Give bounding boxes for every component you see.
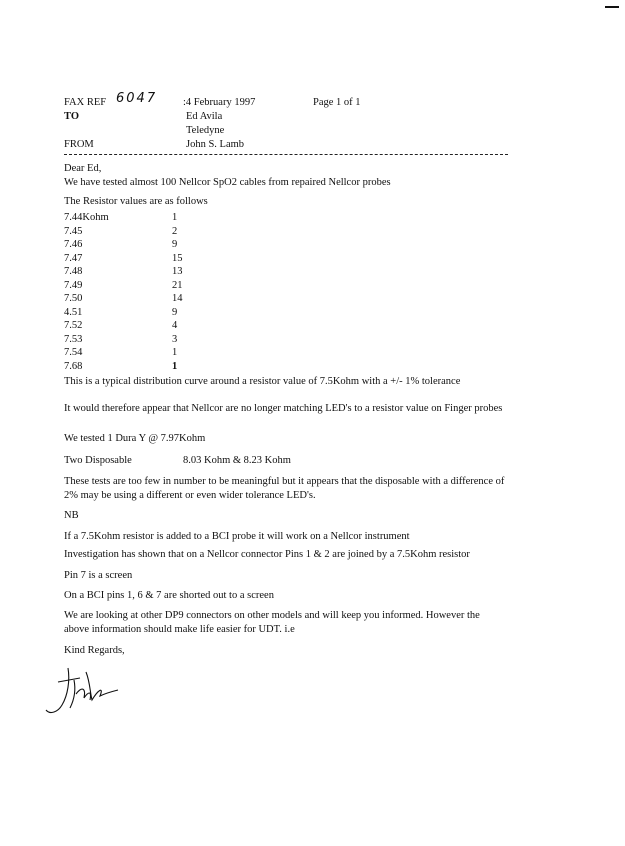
resistor-value: 7.48 — [64, 266, 83, 277]
resistor-value: 7.52 — [64, 320, 83, 331]
tests-text-line1: These tests are too few in number to be meaningful but it appears that the disposable with a difference of — [64, 476, 505, 487]
dura-text: We tested 1 Dura Y @ 7.97Kohm — [64, 433, 206, 444]
intro-text: We have tested almost 100 Nellcor SpO2 cables from repaired Nellcor probes — [64, 177, 391, 188]
header-divider — [64, 154, 508, 155]
to-company: Teledyne — [186, 125, 225, 136]
investigation-text: Investigation has shown that on a Nellcor connector Pins 1 & 2 are joined by a 7.5Kohm resistor — [64, 549, 470, 560]
distribution-text: This is a typical distribution curve around a resistor value of 7.5Kohm with a +/- 1% tolerance — [64, 376, 461, 387]
from-name: John S. Lamb — [186, 139, 245, 150]
fax-ref-label: FAX REF — [64, 97, 107, 108]
resistor-value: 7.44Kohm — [64, 212, 109, 223]
conclusion-text: It would therefore appear that Nellcor are no longer matching LED's to a resistor value on Finger probes — [64, 403, 503, 414]
table-row — [64, 253, 264, 265]
table-row — [64, 320, 264, 332]
disposable-label: Two Disposable — [64, 455, 132, 466]
resistor-value: 7.49 — [64, 279, 83, 291]
resistor-count: 13 — [172, 266, 183, 277]
nb-label: NB — [64, 510, 79, 521]
page-count: Page 1 of 1 — [313, 97, 361, 108]
resistor-value: 7.47 — [64, 252, 83, 264]
bci-pins-text: On a BCI pins 1, 6 & 7 are shorted out to a screen — [64, 590, 274, 601]
table-row — [64, 361, 264, 373]
bci-resistor-text: If a 7.5Kohm resistor is added to a BCI probe it will work on a Nellcor instrument — [64, 531, 410, 542]
fax-date: :4 February 1997 — [183, 97, 256, 108]
resistor-value: 4.51 — [64, 306, 83, 318]
resistor-value: 7.54 — [64, 347, 83, 358]
looking-text-line2: above information should make life easier for UDT. i.e — [64, 624, 295, 635]
table-row — [64, 226, 264, 238]
table-row — [64, 293, 264, 305]
tests-text-line2: 2% may be using a different or even wider tolerance LED's. — [64, 490, 316, 501]
to-label: TO — [64, 111, 79, 122]
resistor-value: 7.50 — [64, 293, 83, 304]
resistor-value: 7.45 — [64, 225, 83, 237]
table-row — [64, 266, 264, 278]
resistor-count: 2 — [172, 225, 178, 237]
closing: Kind Regards, — [64, 645, 125, 656]
scan-mark — [605, 6, 619, 8]
resistor-count: 14 — [172, 293, 183, 304]
signature — [40, 660, 130, 720]
resistor-count: 1 — [172, 212, 178, 223]
resistor-count: 9 — [172, 239, 178, 250]
resistor-count: 9 — [172, 306, 178, 318]
resistor-count: 3 — [172, 333, 178, 345]
resistor-count: 15 — [172, 252, 183, 264]
table-row — [64, 347, 264, 359]
resistor-count: 1 — [172, 360, 178, 372]
pin7-text: Pin 7 is a screen — [64, 570, 133, 581]
resistor-intro: The Resistor values are as follows — [64, 196, 208, 207]
from-label: FROM — [64, 139, 94, 150]
resistor-value: 7.68 — [64, 360, 83, 372]
resistor-count: 21 — [172, 279, 183, 291]
table-row — [64, 334, 264, 346]
fax-ref-number: 6047 — [116, 91, 158, 106]
resistor-value: 7.53 — [64, 333, 83, 345]
table-row — [64, 280, 264, 292]
greeting: Dear Ed, — [64, 163, 102, 174]
looking-text-line1: We are looking at other DP9 connectors on other models and will keep you informed. However the — [64, 610, 480, 621]
table-row — [64, 212, 264, 224]
resistor-count: 1 — [172, 347, 178, 358]
to-name: Ed Avila — [186, 111, 223, 122]
table-row — [64, 239, 264, 251]
resistor-value: 7.46 — [64, 239, 83, 250]
disposable-values: 8.03 Kohm & 8.23 Kohm — [183, 455, 291, 466]
resistor-count: 4 — [172, 320, 178, 331]
table-row — [64, 307, 264, 319]
